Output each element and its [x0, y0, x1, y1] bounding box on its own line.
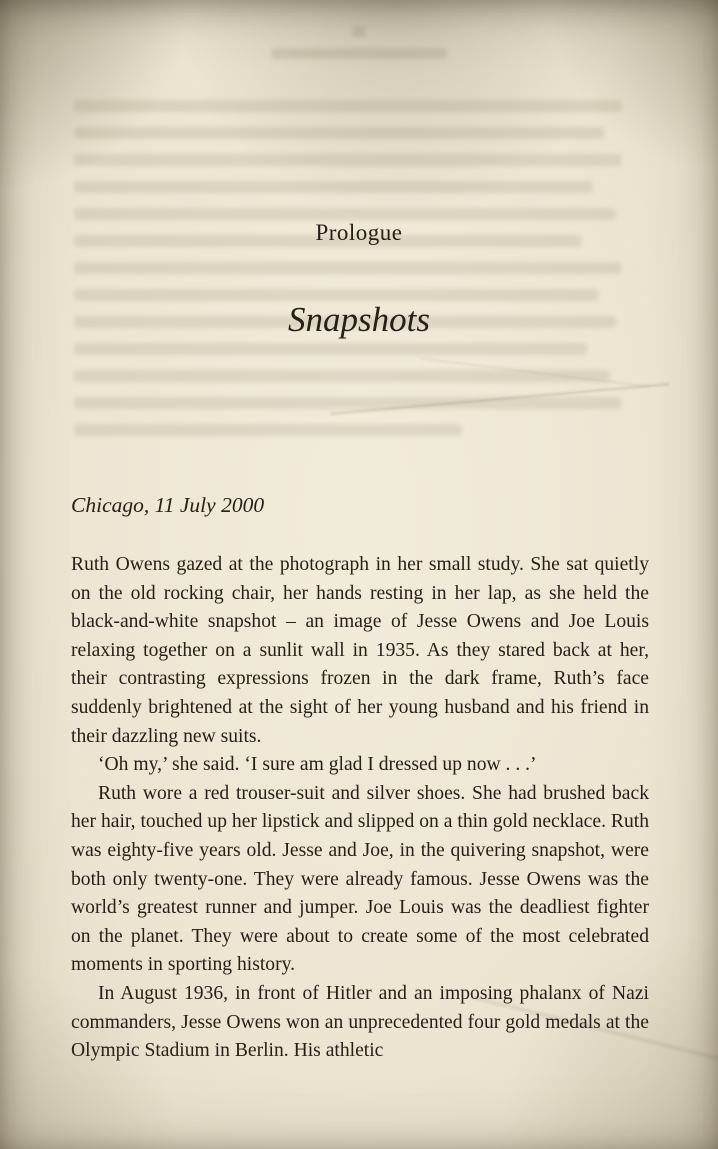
paragraph: Ruth Owens gazed at the photograph in her small study. She sat quietly on the old rocking chair, her hands resting in her lap, as she held the black-and-white snapshot – an image of Jesse Owens and Joe Louis relaxing together on a sunlit wall in 1935. As they stared back at her, their contrasting expressions frozen in the dark frame, Ruth’s face suddenly brightened at the sight of her young husband and his friend in their dazzling new suits. — [71, 554, 649, 747]
paragraph: In August 1936, in front of Hitler and an imposing phalanx of Nazi commanders, Jesse Owens won an unprecedented four gold medals at the Olympic Stadium in Berlin. His athletic — [71, 982, 649, 1062]
paragraph: ‘Oh my,’ she said. ‘I sure am glad I dressed up now . . .’ — [98, 754, 537, 776]
paragraph: Ruth wore a red trouser-suit and silver shoes. She had brushed back her hair, touched up her lipstick and slipped on a thin gold necklace. Ruth was eighty-five years old. Jesse and Joe, in the quivering snapshot, were both only twenty-one. They were already famous. Jesse Owens was the world’s greatest runner and jumper. Joe Louis was the deadliest fighter on the planet. They were about to create some of the most celebrated moments in sporting history. — [71, 782, 649, 976]
body-text — [71, 551, 649, 1066]
chapter-heading: Prologue — [315, 220, 403, 245]
chapter-title: Snapshots — [288, 300, 430, 339]
dateline: Chicago, 11 July 2000 — [71, 493, 265, 517]
